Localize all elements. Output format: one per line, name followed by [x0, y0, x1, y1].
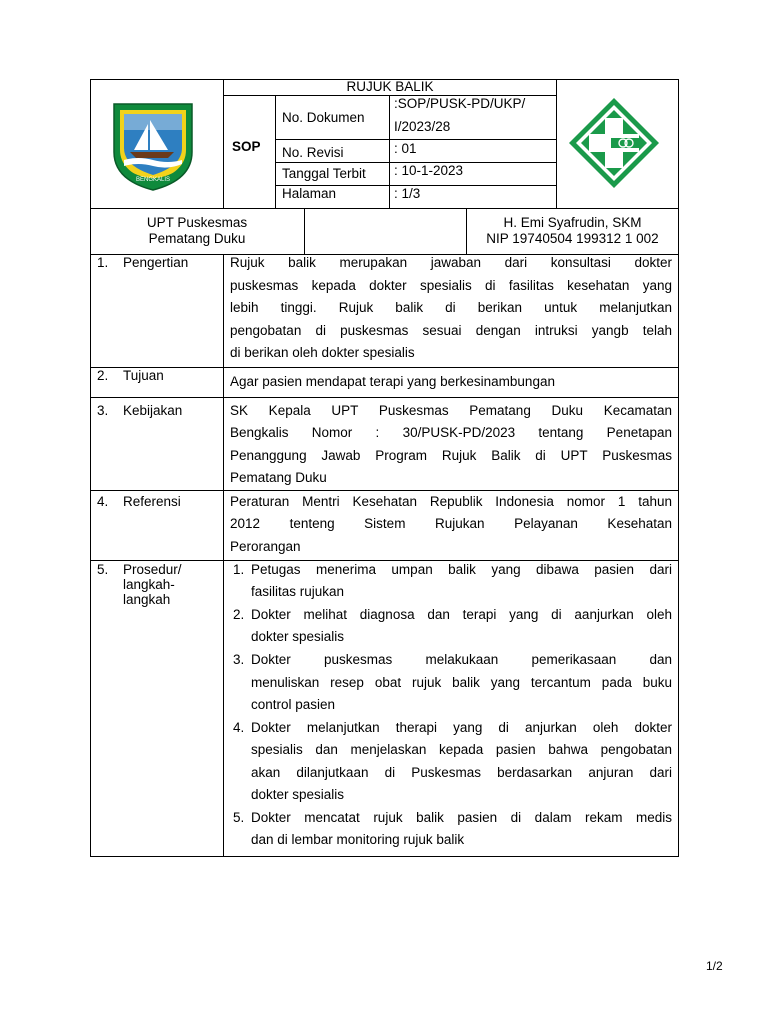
section-1-line: Rujuk balik merupakan jawaban dari konsultasi dokter [230, 255, 672, 270]
section-3-line: Pematang Duku [230, 470, 327, 485]
step-2-number: 2. [233, 607, 245, 622]
signatory-name: H. Emi Syafrudin, SKM [503, 215, 642, 230]
no-revisi-label: No. Revisi [282, 145, 344, 160]
step-3-number: 3. [233, 652, 245, 667]
section-2-line: Agar pasien mendapat terapi yang berkesinambungan [230, 374, 555, 389]
step-4-line: Dokter melanjutkan therapi yang di anjurkan oleh dokter [251, 720, 672, 735]
section-4-line: Perorangan [230, 539, 301, 554]
section-1-line: pengobatan di puskesmas sesuai dengan intruksi yangb telah [230, 323, 672, 338]
step-1-line: fasilitas rujukan [251, 584, 345, 599]
no-dokumen-value-line-1: :SOP/PUSK-PD/UKP/ [394, 96, 526, 111]
sop-label: SOP [232, 139, 261, 154]
step-4-line: akan dilanjutkaan di Puskesmas berdasarkan anjuran dari [251, 765, 672, 780]
section-3-line: Penanggung Jawab Program Rujuk Balik di UPT Puskesmas [230, 448, 672, 463]
unit-name-line-2: Pematang Duku [148, 231, 246, 246]
step-5-line: Dokter mencatat rujuk balik pasien di dalam rekam medis [251, 810, 672, 825]
section-4-line: Peraturan Mentri Kesehatan Republik Indonesia nomor 1 tahun [230, 494, 672, 509]
tanggal-terbit-label: Tanggal Terbit [282, 166, 366, 181]
step-3-line: control pasien [251, 697, 336, 712]
step-5-number: 5. [233, 810, 245, 825]
section-1-line: lebih tinggi. Rujuk balik di berikan untuk melanjutkan [230, 300, 672, 315]
step-4-line: dokter spesialis [251, 787, 345, 802]
puskesmas-cross-logo [567, 96, 661, 190]
section-1-label: Pengertian [123, 255, 189, 270]
crest-banner-text: BENGKALIS [135, 177, 171, 183]
section-3-line: SK Kepala UPT Puskesmas Pematang Duku Kecamatan [230, 403, 672, 418]
section-2-number: 2. [97, 368, 109, 383]
section-4-label: Referensi [123, 494, 181, 509]
tanggal-terbit-value: : 10-1-2023 [394, 163, 464, 178]
halaman-value: : 1/3 [394, 186, 421, 201]
section-1-line: puskesmas kepada dokter spesialis di fasilitas kesehatan yang [230, 278, 672, 293]
document-title: RUJUK BALIK [346, 79, 434, 94]
step-3-line: Dokter puskesmas melakukaan pemerikasaan dan [251, 652, 672, 667]
no-revisi-value: : 01 [394, 141, 417, 156]
section-5-label-line: Prosedur/ [123, 562, 182, 577]
section-4-number: 4. [97, 494, 109, 509]
signatory-nip: NIP 19740504 199312 1 002 [486, 231, 659, 246]
section-3-number: 3. [97, 403, 109, 418]
unit-name-line-1: UPT Puskesmas [146, 215, 248, 230]
step-2-line: dokter spesialis [251, 629, 345, 644]
section-5-label-line: langkah [123, 592, 171, 607]
section-5-label-line: langkah- [123, 577, 175, 592]
step-4-line: spesialis dan menjelaskan kepada pasien bahwa pengobatan [251, 742, 672, 757]
section-1-number: 1. [97, 255, 109, 270]
bengkalis-crest-logo [110, 100, 196, 192]
halaman-label: Halaman [282, 186, 337, 201]
section-3-line: Bengkalis Nomor : 30/PUSK-PD/2023 tentang Penetapan [230, 425, 672, 440]
section-1-line: di berikan oleh dokter spesialis [230, 345, 415, 360]
step-1-line: Petugas menerima umpan balik yang dibawa pasien dari [251, 562, 672, 577]
section-2-label: Tujuan [123, 368, 164, 383]
step-3-line: menuliskan resep obat rujuk balik yang tercantum pada buku [251, 675, 672, 690]
step-5-line: dan di lembar monitoring rujuk balik [251, 832, 465, 847]
page-indicator: 1/2 [706, 959, 723, 973]
step-4-number: 4. [233, 720, 245, 735]
no-dokumen-value-line-2: I/2023/28 [394, 119, 451, 134]
step-2-line: Dokter melihat diagnosa dan terapi yang di aanjurkan oleh [251, 607, 672, 622]
step-1-number: 1. [233, 562, 245, 577]
section-3-label: Kebijakan [123, 403, 183, 418]
section-4-line: 2012 tenteng Sistem Rujukan Pelayanan Kesehatan [230, 516, 672, 531]
no-dokumen-label: No. Dokumen [282, 110, 365, 125]
section-5-number: 5. [97, 562, 109, 577]
